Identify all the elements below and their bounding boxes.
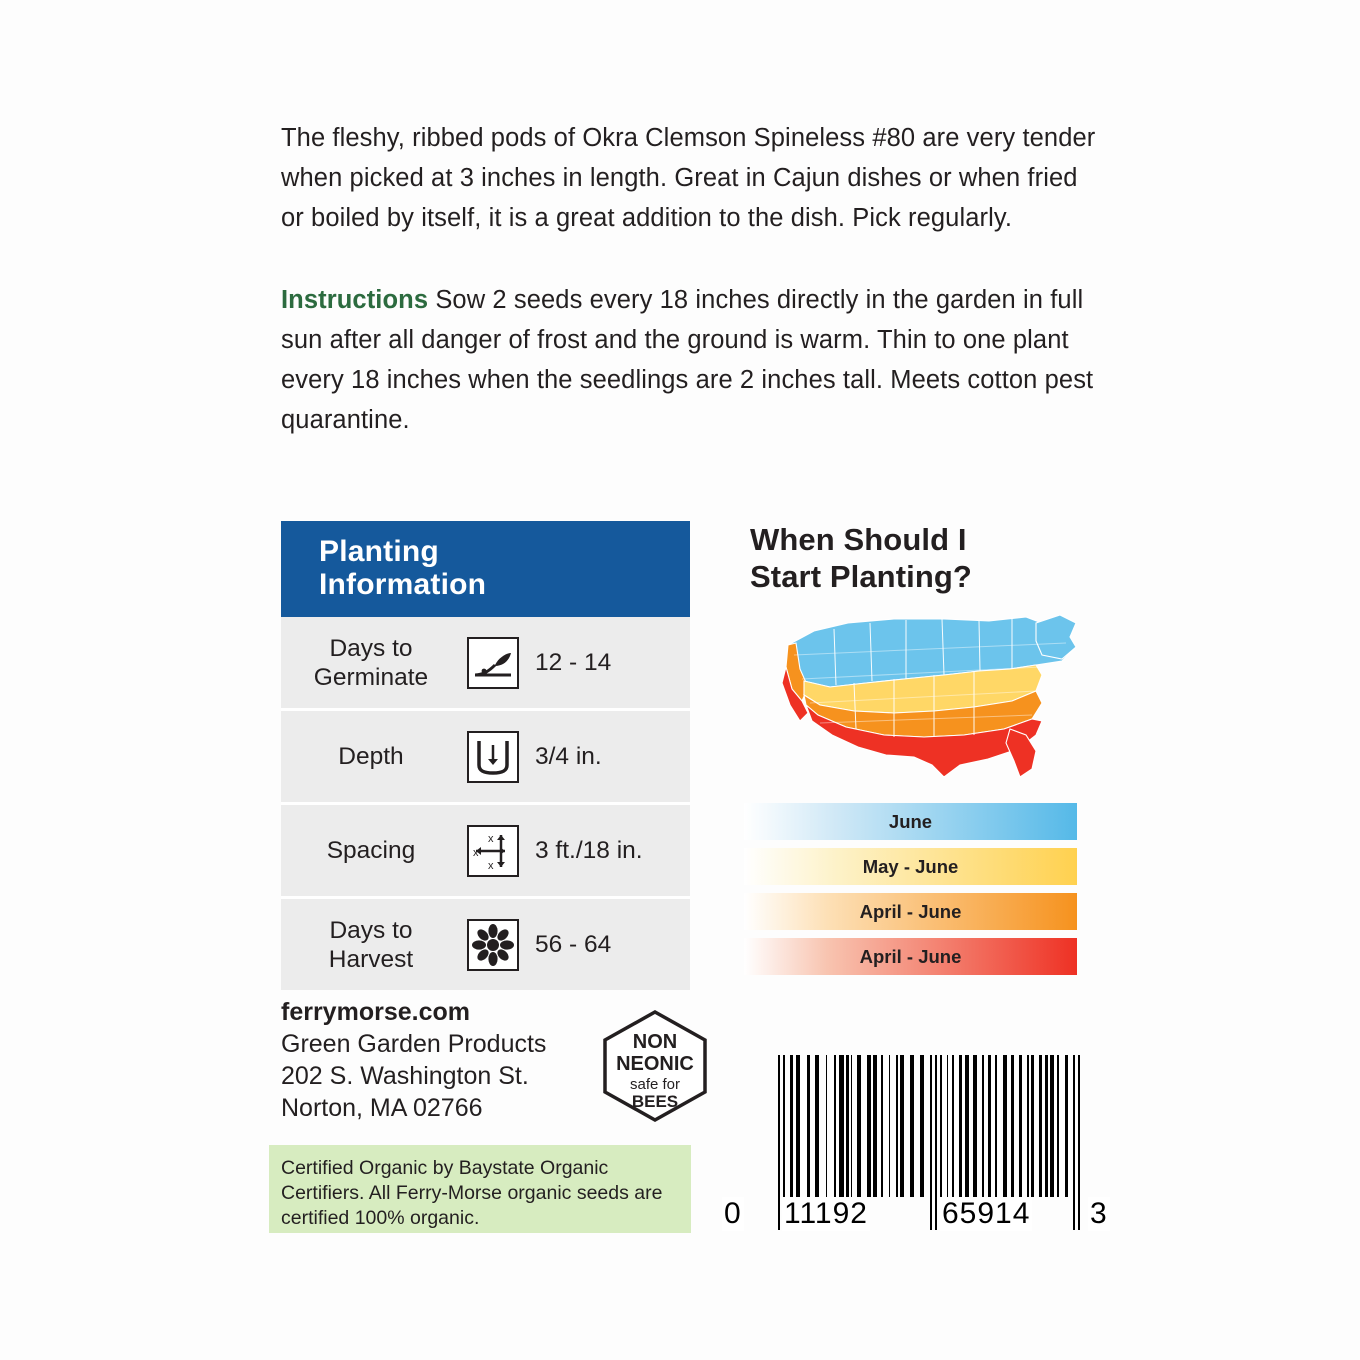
usa-planting-zone-map: [774, 609, 1104, 784]
planting-title-line2: Information: [319, 568, 487, 601]
row-value: 3/4 in.: [535, 742, 602, 770]
instructions-label: Instructions: [281, 286, 429, 314]
badge-line3: safe for: [629, 1076, 681, 1093]
map-title-line2: Start Planting?: [750, 559, 972, 594]
company-city-state-zip: Norton, MA 02766: [281, 1094, 483, 1122]
planting-map-title: [750, 521, 1095, 595]
instructions-paragraph: [281, 280, 1096, 440]
barcode: [724, 1055, 1108, 1231]
row-label-line1: Spacing: [326, 837, 416, 864]
product-description: The fleshy, ribbed pods of Okra Clemson Spineless #80 are very tender when picked at 3 inches in length. Great in Cajun dishes or when fried or boiled by itself, it is a great addition to the dish. Pick regularly.: [281, 124, 1096, 232]
barcode-group2: 65914: [942, 1197, 1031, 1230]
organic-certification-note: [269, 1145, 691, 1233]
row-label: [281, 916, 467, 974]
planting-map-section: [750, 521, 1095, 784]
legend-item: [744, 893, 1077, 930]
legend-item: [744, 938, 1077, 975]
copy-block: [281, 118, 1096, 440]
row-value: 12 - 14: [535, 648, 612, 676]
instructions-text: Sow 2 seeds every 18 inches directly in the garden in full sun after all danger of frost and the ground is warm. Thin to one plant every 18 inches when the seedlings are 2 inches tall. Meets cotton pest quarantine.: [281, 286, 1094, 434]
table-row: [281, 617, 690, 711]
organic-note-text: Certified Organic by Baystate Organic Certifiers. All Ferry-Morse organic seeds are certified 100% organic.: [281, 1157, 663, 1229]
row-label: [281, 634, 467, 692]
planting-map-legend: [744, 803, 1077, 983]
planting-title-line1: Planting: [319, 535, 439, 568]
table-row: [281, 711, 690, 805]
svg-text:x: x: [488, 859, 494, 872]
map-title-line1: When Should I: [750, 522, 967, 557]
company-street: 202 S. Washington St.: [281, 1062, 529, 1090]
barcode-right-digit: 3: [1090, 1197, 1108, 1230]
row-label-line1: Days to: [329, 916, 413, 944]
legend-label: April - June: [859, 945, 962, 967]
depth-arrow-icon: [467, 731, 519, 783]
svg-text:x: x: [488, 832, 494, 845]
table-row: [281, 899, 690, 990]
legend-item: [744, 848, 1077, 885]
row-label-line1: Depth: [338, 743, 404, 770]
flower-icon: [467, 919, 519, 971]
barcode-left-digit: 0: [724, 1197, 742, 1230]
planting-information-header: [281, 521, 690, 617]
badge-line1: NON: [632, 1031, 678, 1053]
row-value: 56 - 64: [535, 930, 612, 958]
badge-line2: NEONIC: [616, 1053, 694, 1075]
row-label-line1: Days to: [329, 634, 413, 662]
planting-information-table: [281, 521, 690, 990]
legend-label: April - June: [859, 900, 962, 922]
row-label-line2: Germinate: [313, 663, 429, 691]
row-label: [281, 742, 467, 771]
table-row: [281, 805, 690, 899]
svg-text:x: x: [473, 846, 479, 859]
row-label: [281, 836, 467, 865]
website-url[interactable]: ferrymorse.com: [281, 998, 470, 1026]
badge-line4: BEES: [631, 1092, 679, 1111]
row-value: 3 ft./18 in.: [535, 836, 643, 864]
spacing-arrows-icon: [467, 825, 519, 877]
legend-label: June: [888, 810, 933, 832]
non-neonic-badge: [600, 1010, 710, 1122]
row-label-line2: Harvest: [328, 945, 414, 973]
legend-label: May - June: [862, 855, 959, 877]
sprout-icon: [467, 637, 519, 689]
barcode-digits: [724, 1197, 1108, 1231]
company-name: Green Garden Products: [281, 1030, 547, 1058]
barcode-group1: 11192: [784, 1197, 868, 1230]
legend-item: [744, 803, 1077, 840]
